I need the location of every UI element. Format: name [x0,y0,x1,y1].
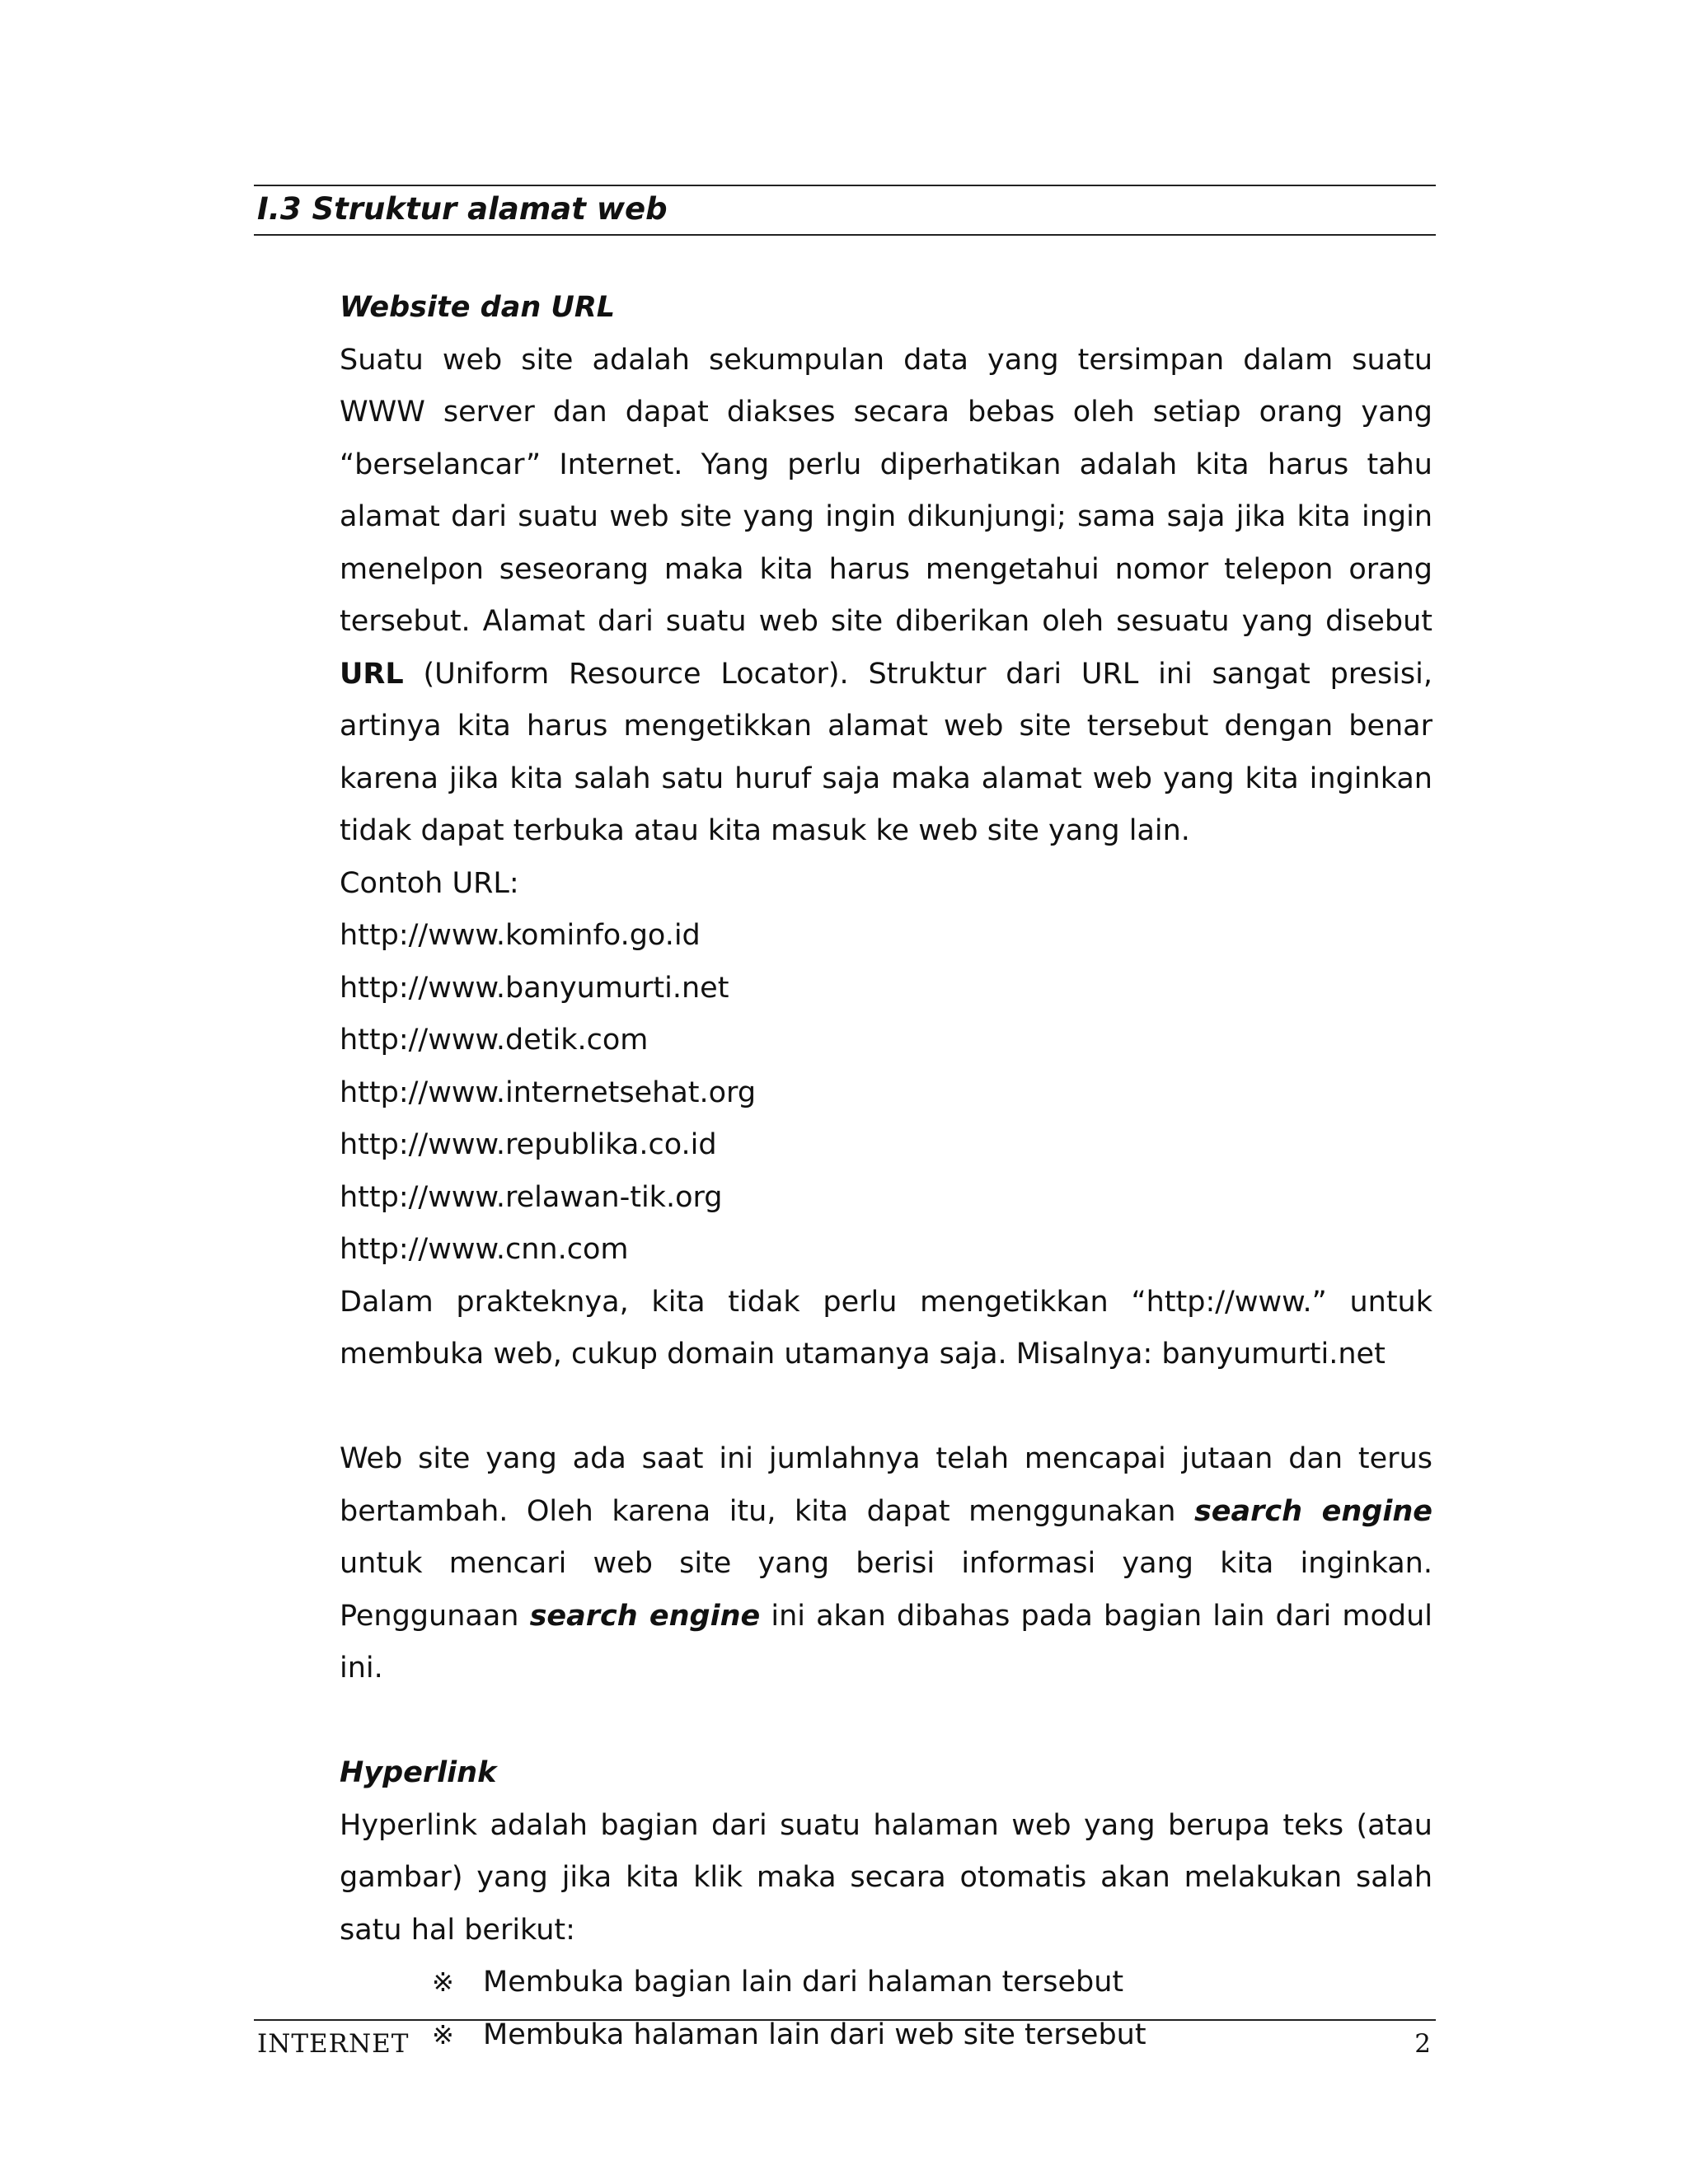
paragraph-website-definition [340,335,1432,858]
section-heading-band [254,185,1436,236]
search-engine-term: search engine [529,1599,761,1633]
url-term: URL [340,657,404,691]
page-body [340,282,1432,2061]
url-item: http://www.cnn.com [340,1233,629,1266]
paragraph-text: Suatu web site adalah sekumpulan data yang tersimpan dalam suatu WWW server dan dapat diakses secara bebas oleh setiap orang yang “berselancar” Internet. Yang perlu diperhatikan adalah kita harus tahu alamat dari suatu web site yang ingin dikunjungi; sama saja jika kita ingin menelpon seseorang maka kita harus mengetahui nomor telepon orang tersebut. Alamat dari suatu web site diberikan oleh sesuatu yang disebut [340,343,1432,638]
url-item: http://www.republika.co.id [340,1128,717,1161]
url-item: http://www.kominfo.go.id [340,919,701,952]
url-item: http://www.banyumurti.net [340,971,729,1005]
paragraph-text: untuk mencari web site yang berisi informasi yang kita inginkan. Penggunaan [340,1547,1432,1633]
list-item [340,1957,1432,2009]
subheading-hyperlink: Hyperlink [340,1756,497,1789]
list-item-text: Membuka halaman lain dari web site tersebut [483,2018,1146,2051]
url-item: http://www.detik.com [340,1024,649,1057]
footer-divider [254,2019,1436,2021]
subheading-website-url: Website dan URL [340,291,616,324]
list-item [340,2009,1432,2062]
paragraph-practice: Dalam prakteknya, kita tidak perlu mengetikkan “http://www.” untuk membuka web, cukup domain utamanya saja. Misalnya: banyumurti.net [340,1285,1432,1371]
paragraph-text: Web site yang ada saat ini jumlahnya telah mencapai jutaan dan terus bertambah. Oleh karena itu, kita dapat menggunakan [340,1442,1432,1528]
paragraph-hyperlink: Hyperlink adalah bagian dari suatu halaman web yang berupa teks (atau gambar) yang jika kita klik maka secara otomatis akan melakukan salah satu hal berikut: [340,1808,1432,1947]
paragraph-text: (Uniform Resource Locator). Struktur dari URL ini sangat presisi, artinya kita harus mengetikkan alamat web site tersebut dengan benar karena jika kita salah satu huruf saja maka alamat web yang kita inginkan tidak dapat terbuka atau kita masuk ke web site yang lain. [340,657,1432,847]
url-item: http://www.relawan-tik.org [340,1180,723,1214]
spacer [340,1695,1432,1748]
url-item: http://www.internetsehat.org [340,1076,757,1109]
url-list [340,910,1432,1277]
paragraph-text: ini akan dibahas pada bagian lain dari modul ini. [340,1599,1433,1685]
example-label: Contoh URL: [340,866,519,900]
paragraph-search-engine [340,1433,1432,1695]
reference-mark-bullet-icon: ※ [432,1966,454,1998]
list-item-text: Membuka bagian lain dari halaman tersebut [483,1966,1124,1999]
section-title: I.3 Struktur alamat web [257,191,668,227]
page-number: 2 [1414,2029,1431,2059]
reference-mark-bullet-icon: ※ [432,2018,454,2050]
hyperlink-bullet-list [340,1957,1432,2061]
footer-title: INTERNET [257,2029,410,2059]
spacer [340,1381,1432,1434]
search-engine-term: search engine [1193,1494,1432,1528]
